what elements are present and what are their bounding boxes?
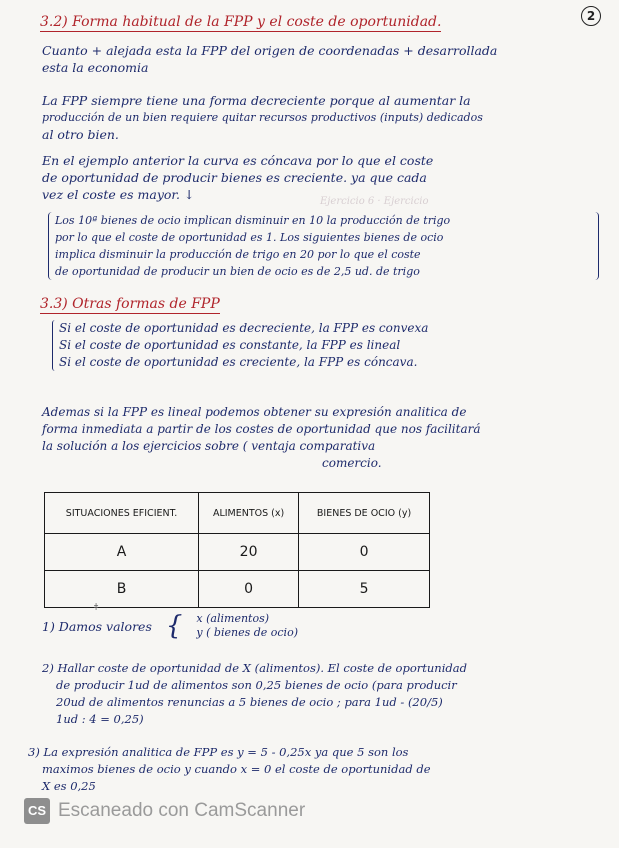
text-line: Cuanto + alejada esta la FPP del origen de coordenadas + desarrollada (42, 43, 498, 58)
bracket-note-box (48, 212, 599, 280)
step-3 (28, 744, 597, 795)
text-line: La FPP siempre tiene una forma decreciente porque al aumentar la (42, 93, 471, 108)
table-cell: B (45, 571, 199, 608)
text-line: En el ejemplo anterior la curva es cóncava por lo que el coste (42, 153, 434, 168)
table-cell: 0 (199, 571, 299, 608)
value-line: x (alimentos) (196, 612, 270, 625)
text-line: la solución a los ejercicios sobre ( ventaja comparativa (42, 439, 376, 453)
text-line: Los 10ª bienes de ocio implican disminuir en 10 la producción de trigo (55, 214, 451, 227)
text-line: 20ud de alimentos renuncias a 5 bienes de ocio ; para 1ud - (20/5) (56, 695, 443, 709)
text-line: 3) La expresión analitica de FPP es y = 5 - 0,25x ya que 5 son los (28, 745, 409, 759)
table-header: SITUACIONES EFICIENT. (45, 493, 199, 534)
step-1 (42, 612, 597, 640)
intro-paragraph (42, 42, 597, 76)
text-line: por lo que el coste de oportunidad es 1. Los siguientes bienes de ocio (55, 231, 444, 244)
text-line: 2) Hallar coste de oportunidad de X (alimentos). El coste de oportunidad (42, 661, 467, 675)
text-line: maximos bienes de ocio y cuando x = 0 el coste de oportunidad de (42, 762, 431, 776)
table-header-row (45, 493, 430, 534)
table-row (45, 571, 430, 608)
text-line: al otro bien. (42, 127, 119, 142)
stray-mark: ǂ (94, 603, 99, 613)
bleed-through-text: Ejercicio 6 · Ejercicio (320, 196, 429, 207)
text-line: vez el coste es mayor. ↓ (42, 187, 195, 202)
section-heading-3-3: 3.3) Otras formas de FPP (40, 296, 220, 312)
shape-paragraph (42, 92, 597, 143)
value-line: y ( bienes de ocio) (196, 626, 298, 639)
text-line: forma inmediata a partir de los costes de oportunidad que nos facilitará (42, 422, 481, 436)
case-line: Si el coste de oportunidad es constante, la FPP es lineal (59, 338, 401, 352)
text-line: comercio. (322, 456, 382, 470)
section-heading-3-2: 3.2) Forma habitual de la FPP y el coste de oportunidad. (40, 14, 442, 30)
camscanner-watermark (24, 798, 305, 824)
bracket-note (48, 212, 599, 280)
text-line: implica disminuir la producción de trigo en 20 por lo que el coste (55, 248, 421, 261)
cases-list (52, 320, 597, 371)
text-line: producción de un bien requiere quitar recursos productivos (inputs) dedicados (42, 111, 483, 124)
step-1-values (196, 612, 298, 640)
table-cell: 0 (299, 534, 430, 571)
step-1-label: 1) Damos valores (42, 618, 152, 634)
text-line: Ademas si la FPP es lineal podemos obtener su expresión analitica de (42, 405, 467, 419)
case-line: Si el coste de oportunidad es creciente, la FPP es cóncava. (59, 355, 418, 369)
text-line: de oportunidad de producir bienes es creciente. ya que cada (42, 170, 427, 185)
fpp-table (44, 492, 430, 608)
text-line: 1ud : 4 = 0,25) (56, 712, 144, 726)
table-cell: 5 (299, 571, 430, 608)
table-row (45, 534, 430, 571)
brace-icon: { (165, 611, 183, 641)
camscanner-logo-icon: CS (24, 798, 50, 824)
table-header: ALIMENTOS (x) (199, 493, 299, 534)
lineal-paragraph (42, 404, 597, 472)
case-line: Si el coste de oportunidad es decreciente, la FPP es convexa (59, 321, 429, 335)
step-2 (42, 660, 597, 728)
text-line: de producir 1ud de alimentos son 0,25 bienes de ocio (para producir (56, 678, 457, 692)
page-number: 2 (581, 6, 601, 26)
text-line: X es 0,25 (42, 779, 96, 793)
table-cell: 20 (199, 534, 299, 571)
cases-bracket (52, 320, 597, 371)
table-header: BIENES DE OCIO (y) (299, 493, 430, 534)
table-cell: A (45, 534, 199, 571)
text-line: esta la economia (42, 60, 149, 75)
watermark-text: Escaneado con CamScanner (58, 800, 306, 821)
text-line: de oportunidad de producir un bien de ocio es de 2,5 ud. de trigo (55, 265, 420, 278)
